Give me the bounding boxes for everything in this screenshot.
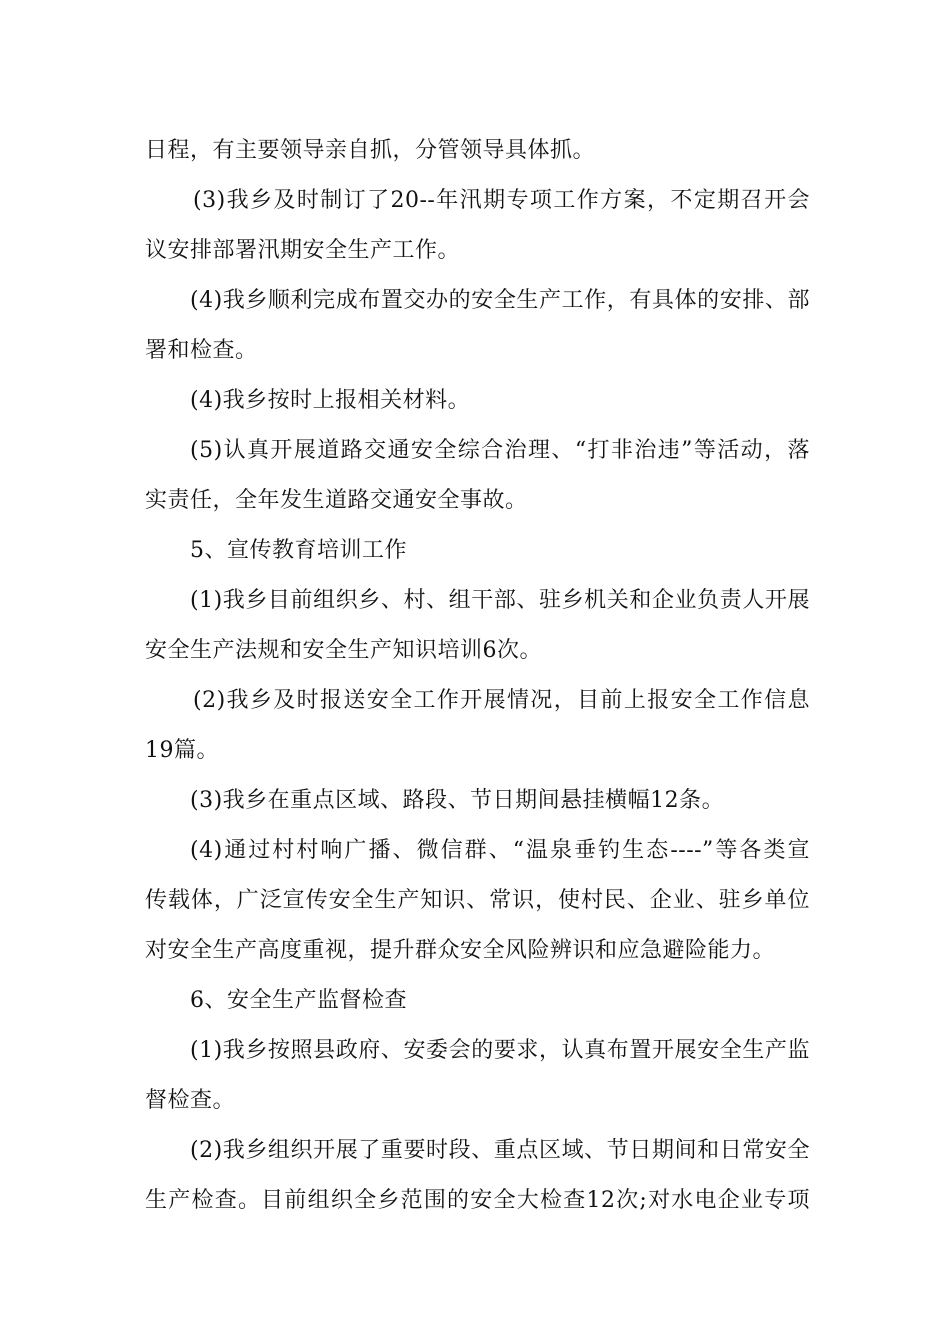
text-line: 19篇。	[145, 738, 219, 763]
text-line: (1)我乡目前组织乡、村、组干部、驻乡机关和企业负责人开展	[190, 588, 810, 613]
text-line: 生产检查。目前组织全乡范围的安全大检查12次;对水电企业专项	[145, 1188, 810, 1213]
text-line: (3)我乡及时制订了20--年汛期专项工作方案，不定期召开会	[193, 188, 810, 213]
text-line: 议安排部署汛期安全生产工作。	[145, 238, 461, 263]
text-line: (2)我乡及时报送安全工作开展情况，目前上报安全工作信息	[193, 688, 810, 713]
text-line: 实责任，全年发生道路交通安全事故。	[145, 488, 528, 513]
text-line: 对安全生产高度重视，提升群众安全风险辨识和应急避险能力。	[145, 938, 776, 963]
text-line: (2)我乡组织开展了重要时段、重点区域、节日期间和日常安全	[190, 1138, 810, 1163]
text-line: (4)通过村村响广播、微信群、“温泉垂钓生态----”等各类宣	[190, 838, 810, 863]
text-line: (4)我乡顺利完成布置交办的安全生产工作，有具体的安排、部	[190, 288, 810, 313]
text-line: 传载体，广泛宣传安全生产知识、常识，使村民、企业、驻乡单位	[145, 888, 810, 913]
section-heading: 6、安全生产监督检查	[190, 988, 407, 1013]
text-line: 安全生产法规和安全生产知识培训6次。	[145, 638, 542, 663]
text-line: 督检查。	[145, 1088, 236, 1113]
section-heading: 5、宣传教育培训工作	[190, 538, 407, 563]
text-line: (4)我乡按时上报相关材料。	[190, 388, 471, 413]
text-line: 署和检查。	[145, 338, 258, 363]
text-line: (3)我乡在重点区域、路段、节日期间悬挂横幅12条。	[190, 788, 725, 813]
text-line: (5)认真开展道路交通安全综合治理、“打非治违”等活动，落	[190, 438, 810, 463]
text-line: 日程，有主要领导亲自抓，分管领导具体抓。	[145, 138, 596, 163]
text-line: (1)我乡按照县政府、安委会的要求，认真布置开展安全生产监	[190, 1038, 810, 1063]
